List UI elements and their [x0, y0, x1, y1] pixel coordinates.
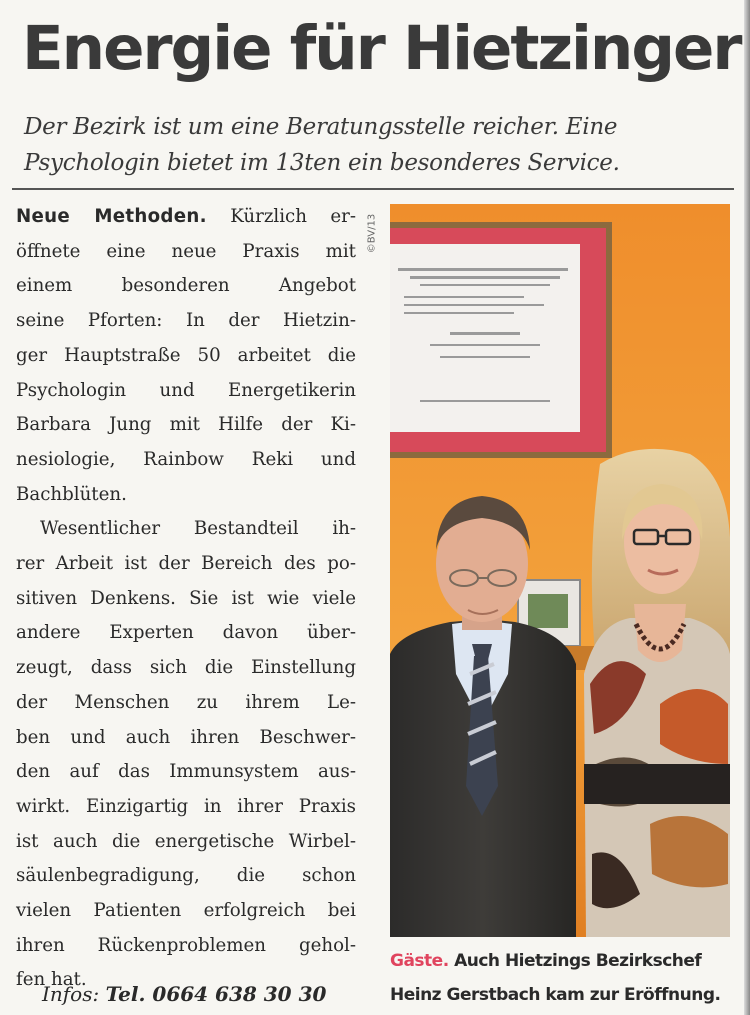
article-line: Neue Methoden. Kürzlich er- [16, 206, 356, 227]
page-edge [744, 0, 750, 1015]
subheadline-line-1: Der Bezirk ist um eine Beratungsstelle reicher. Eine [24, 114, 618, 140]
article-line: Bachblüten. [16, 483, 127, 505]
article-line: einem besonderen Angebot [16, 275, 356, 297]
contact-info [42, 982, 326, 1006]
infos-label: Infos: [42, 982, 100, 1006]
subheadline [24, 109, 729, 181]
article-line: ihren Rückenproblemen gehol- [16, 934, 356, 956]
article-line: den auf das Immunsystem aus- [16, 761, 356, 783]
article-line: säulenbegradigung, die schon [16, 865, 356, 887]
article-line: ist auch die energetische Wirbel- [16, 830, 356, 852]
article-line: fen hat. [16, 969, 87, 991]
article-lead: Neue Methoden. [16, 206, 207, 227]
caption-lead: Gäste. [390, 951, 449, 971]
article-line: ger Hauptstraße 50 arbeitet die [16, 344, 356, 366]
headline-divider [12, 188, 734, 190]
article-line: zeugt, dass sich die Einstellung [16, 657, 356, 679]
article-photo [390, 204, 730, 937]
photo-illustration [390, 204, 730, 937]
article-line: wirkt. Einzigartig in ihrer Praxis [16, 795, 356, 817]
article-body [16, 200, 356, 998]
headline: Energie für Hietzinger [22, 13, 741, 84]
article-line: sitiven Denkens. Sie ist wie viele [16, 587, 356, 609]
article-line: rer Arbeit ist der Bereich des po- [16, 553, 356, 575]
article-line: seine Pforten: In der Hietzin- [16, 310, 356, 332]
article-line: andere Experten davon über- [16, 622, 356, 644]
subheadline-line-2: Psychologin bietet im 13ten ein besonderes Service. [24, 150, 620, 176]
article-line: Barbara Jung mit Hilfe der Ki- [16, 414, 356, 436]
article-line: ben und auch ihren Beschwer- [16, 726, 356, 748]
caption-line-1: Auch Hietzings Bezirkschef [454, 951, 702, 971]
woman [584, 449, 730, 937]
article-line: vielen Patienten erfolgreich bei [16, 900, 356, 922]
article-line: der Menschen zu ihrem Le- [16, 691, 356, 713]
article-line: öffnete eine neue Praxis mit [16, 240, 356, 262]
phone-number: Tel. 0664 638 30 30 [105, 982, 327, 1006]
article-line: nesiologie, Rainbow Reki und [16, 448, 356, 470]
photo-credit: ©BV/13 [366, 213, 378, 254]
caption-line-2: Heinz Gerstbach kam zur Eröffnung. [390, 985, 721, 1005]
article-line: Wesentlicher Bestandteil ih- [40, 518, 356, 540]
article-line: Psychologin und Energetikerin [16, 379, 356, 401]
photo-caption [390, 944, 736, 1012]
